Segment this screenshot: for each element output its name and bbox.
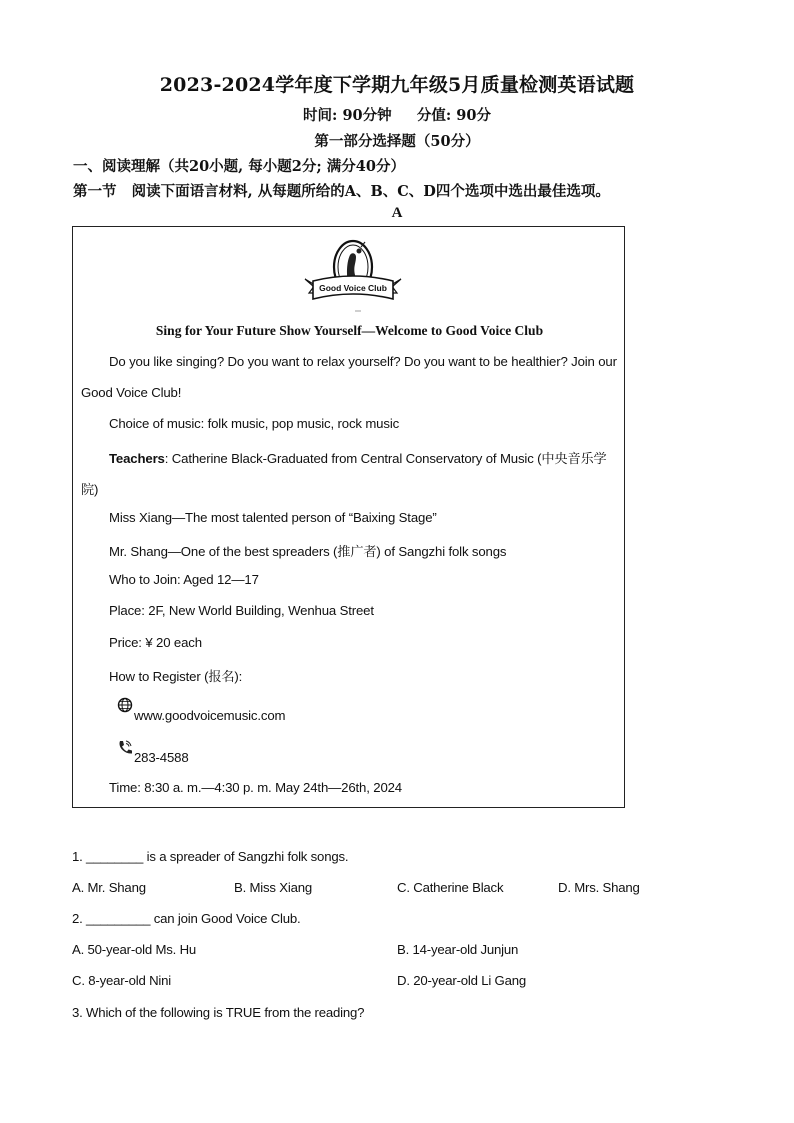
ad-mr-shang: Mr. Shang—One of the best spreaders (推广者) of Sangzhi folk songs [109, 544, 507, 559]
ad-price: Price: ¥ 20 each [109, 635, 202, 650]
ad-how-to-register: How to Register (报名): [109, 669, 243, 684]
question-2-option-a: A. 50-year-old Ms. Hu [72, 942, 197, 957]
question-2-stem: 2. _________ can join Good Voice Club. [72, 911, 301, 926]
ad-time: Time: 8:30 a. m.—4:30 p. m. May 24th—26th, 2024 [109, 780, 402, 795]
ad-miss-xiang: Miss Xiang—The most talented person of “Baixing Stage” [109, 510, 437, 525]
teachers-text: : Catherine Black-Graduated from Central Conservatory of Music (中央音乐学 [164, 451, 607, 466]
question-1-option-b: B. Miss Xiang [234, 880, 313, 895]
part-heading: 第一部分选择题（50分） [314, 133, 480, 150]
question-3-stem: 3. Which of the following is TRUE from the reading? [72, 1005, 365, 1020]
question-1-option-a: A. Mr. Shang [72, 880, 146, 895]
phone-icon [117, 739, 133, 757]
question-1-option-c: C. Catherine Black [397, 880, 504, 895]
section-heading: 一、阅读理解（共20小题, 每小题2分; 满分40分） [73, 158, 405, 175]
question-1-stem: 1. ________ is a spreader of Sangzhi folk songs. [72, 849, 349, 864]
ad-intro-line-2: Good Voice Club! [81, 385, 182, 400]
ad-intro-line-1: Do you like singing? Do you want to relax yourself? Do you want to be healthier? Join our [109, 354, 617, 369]
ad-who-to-join: Who to Join: Aged 12—17 [109, 572, 259, 587]
ad-place: Place: 2F, New World Building, Wenhua Street [109, 603, 374, 618]
passage-letter: A [391, 205, 403, 221]
time-and-score: 时间: 90分钟 分值: 90分 [303, 107, 491, 124]
advertisement-box [72, 226, 625, 808]
logo-lettering: Good Voice Club [319, 283, 387, 293]
ad-teachers-line-2: 院) [81, 482, 99, 497]
ad-website: www.goodvoicemusic.com [134, 708, 286, 723]
globe-icon [117, 697, 133, 715]
question-2-option-d: D. 20-year-old Li Gang [397, 973, 527, 988]
question-2-option-b: B. 14-year-old Junjun [397, 942, 519, 957]
section-instructions: 第一节 阅读下面语言材料, 从每题所给的A、B、C、D四个选项中选出最佳选项。 [73, 183, 610, 200]
ad-teachers-line-1 [109, 448, 607, 467]
ad-music-choice: Choice of music: folk music, pop music, rock music [109, 416, 400, 431]
question-1-option-d: D. Mrs. Shang [558, 880, 640, 895]
good-voice-club-logo [303, 233, 403, 315]
exam-title: 2023-2024学年度下学期九年级5月质量检测英语试题 [159, 74, 635, 96]
teachers-label: Teachers [109, 451, 165, 466]
question-2-option-c: C. 8-year-old Nini [72, 973, 172, 988]
ad-title: Sing for Your Future Show Yourself—Welcome to Good Voice Club [155, 323, 544, 338]
ad-phone: 283-4588 [134, 750, 189, 765]
